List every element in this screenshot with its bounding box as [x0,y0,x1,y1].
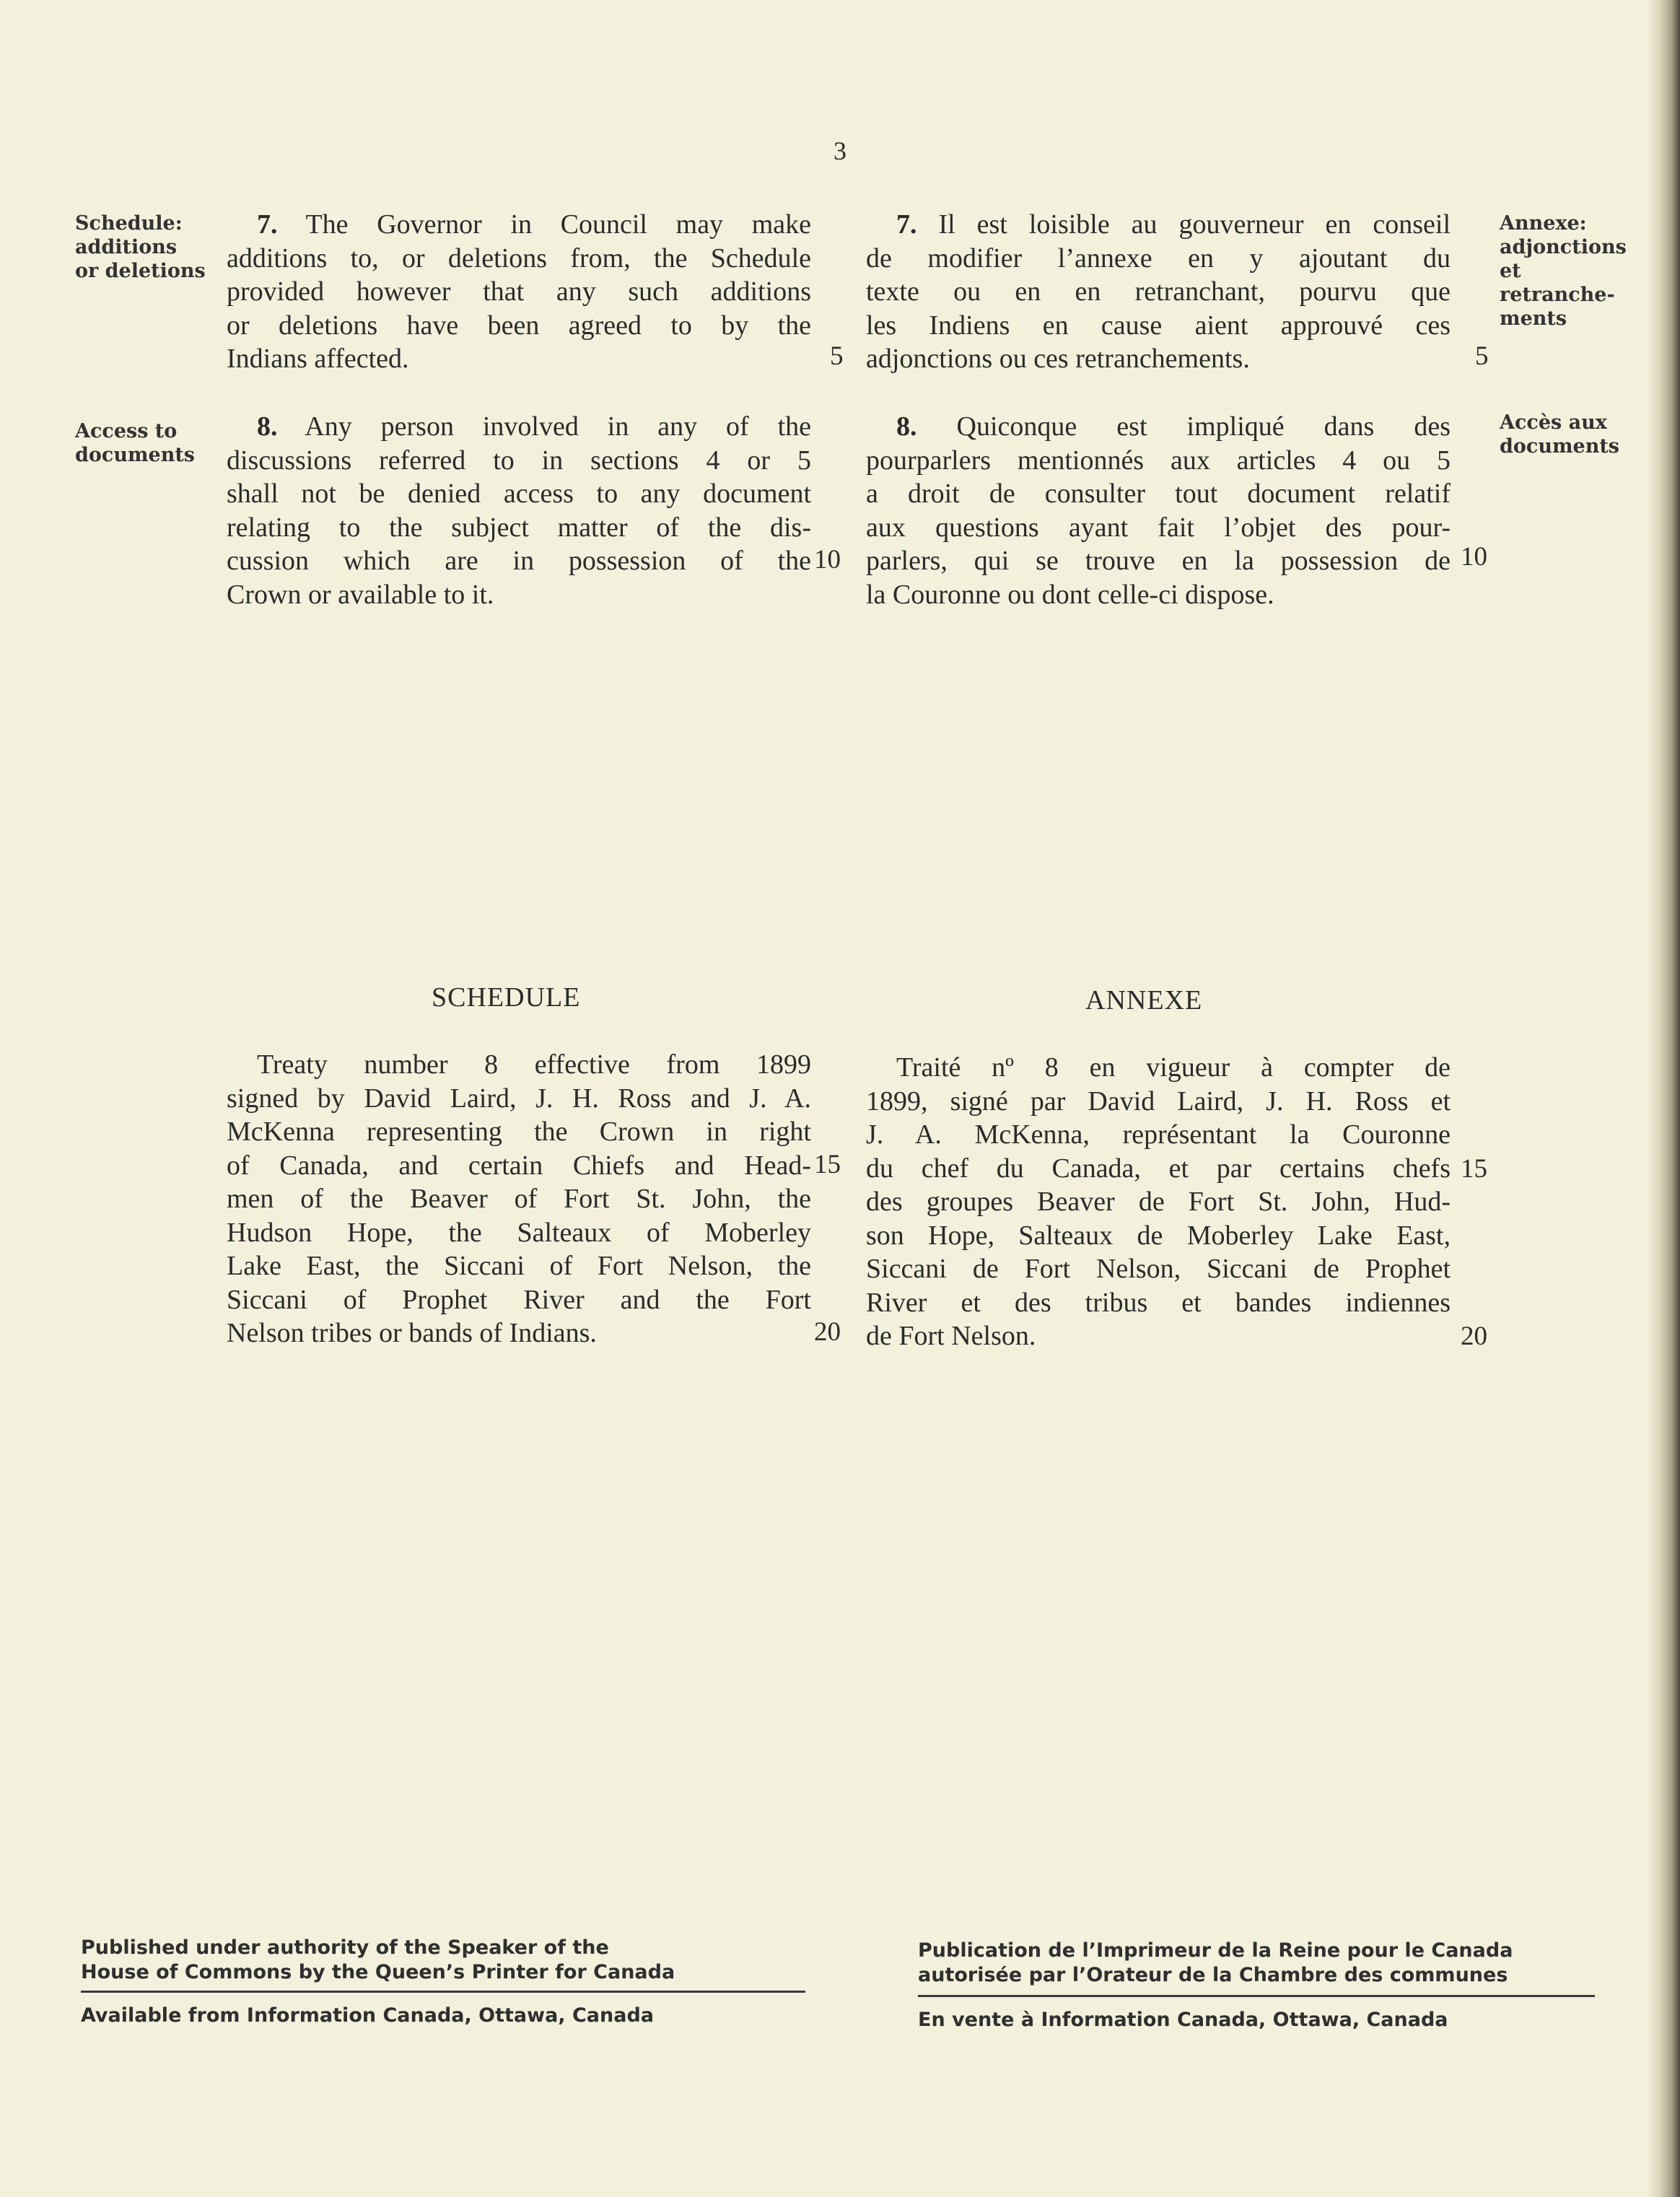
paragraph-line: Siccani of Prophet River and the Fort [227,1284,811,1315]
line-number: 15 [1461,1154,1487,1184]
margin-note-line: adjonctions [1500,235,1627,258]
margin-note-line: et [1500,259,1521,282]
margin-note-line: Access to [75,420,178,442]
paragraph-line: a droit de consulter tout document relatif [866,479,1451,509]
paragraph-line: Siccani de Fort Nelson, Siccani de Prophet [866,1254,1451,1284]
schedule-heading-fr: ANNEXE [1085,985,1203,1015]
paragraph-line: texte ou en en retranchant, pourvu que [866,276,1451,307]
margin-note-line: Schedule: [75,212,183,235]
line-number: 10 [1461,542,1487,572]
paragraph-line: J. A. McKenna, représentant la Couronne [866,1119,1451,1150]
paragraph-line: McKenna representing the Crown in right [227,1117,811,1147]
paragraph-line: de modifier l’annexe en y ajoutant du [866,243,1451,274]
line-number: 20 [1461,1322,1487,1351]
paragraph-line: pourparlers mentionnés aux articles 4 ou 5 [866,445,1451,476]
paragraph-line: Treaty number 8 effective from 1899 [257,1049,811,1080]
paragraph-line: 8. Any person involved in any of the [257,411,811,442]
section-7-en [227,208,811,376]
margin-note-line: Annexe: [1500,212,1587,235]
footer-line: Published under authority of the Speaker of the [81,1936,609,1959]
paragraph-line: additions to, or deletions from, the Schedule [227,243,811,274]
margin-note-schedule-en [75,212,206,284]
line-number: 10 [814,545,841,575]
margin-note-acces-fr [1500,411,1619,459]
paragraph-line: relating to the subject matter of the dis- [227,512,811,543]
paragraph-line: 1899, signé par David Laird, J. H. Ross et [866,1086,1451,1117]
margin-note-line: documents [75,443,196,466]
page-edge-shadow [1647,0,1680,2197]
paragraph-line: 8. Quiconque est impliqué dans des [896,411,1451,442]
footer-line: autorisée par l’Orateur de la Chambre des communes [918,1963,1508,1986]
paragraph-line: Lake East, the Siccani of Fort Nelson, the [227,1251,811,1281]
footer-rule-en [81,1991,805,1993]
paragraph-line: Traité nº 8 en vigueur à compter de [896,1052,1451,1083]
paragraph-line: cussion which are in possession of the [227,546,811,576]
margin-note-line: additions [75,235,178,258]
margin-note-line: Accès aux [1500,411,1607,434]
paragraph-line: la Couronne ou dont celle-ci dispose. [866,579,1274,610]
section-number: 8. [896,411,917,442]
paragraph-line: 7. The Governor in Council may make [257,209,811,240]
margin-note-access-en [75,420,195,468]
paragraph-line: de Fort Nelson. [866,1321,1036,1351]
footer-rule-fr [918,1995,1595,1997]
footer-publisher-en [81,1936,675,1985]
section-number: 8. [257,411,278,442]
footer-publisher-fr [918,1939,1513,1988]
section-number: 7. [257,209,278,240]
paragraph-line: of Canada, and certain Chiefs and Head- [227,1150,811,1181]
line-number: 5 [1475,341,1489,371]
schedule-text-fr [866,1051,1451,1353]
paragraph-line: Crown or available to it. [227,579,494,610]
paragraph-line: Nelson tribes or bands of Indians. [227,1318,597,1348]
section-8-fr [866,410,1451,611]
paragraph-line: son Hope, Salteaux de Moberley Lake East, [866,1220,1451,1251]
paragraph-line: du chef du Canada, et par certains chefs [866,1153,1451,1184]
paragraph-line: River et des tribus et bandes indiennes [866,1287,1451,1318]
paragraph-line: shall not be denied access to any document [227,479,811,509]
margin-note-annexe-fr [1500,212,1627,331]
line-number: 5 [830,341,844,371]
footer-available-en: Available from Information Canada, Ottawa, Canada [81,2004,654,2027]
paragraph-line: 7. Il est loisible au gouverneur en conseil [896,209,1451,240]
paragraph-line: Hudson Hope, the Salteaux of Moberley [227,1217,811,1248]
footer-line: House of Commons by the Queen’s Printer for Canada [81,1960,675,1983]
section-number: 7. [896,209,917,240]
margin-note-line: ments [1500,307,1567,330]
paragraph-line: Indians affected. [227,344,409,374]
section-7-fr [866,208,1451,376]
margin-note-line: or deletions [75,259,206,282]
paragraph-line: provided however that any such additions [227,276,811,307]
paragraph-line: les Indiens en cause aient approuvé ces [866,310,1451,341]
schedule-heading-en: SCHEDULE [432,982,581,1013]
margin-note-line: documents [1500,434,1620,458]
paragraph-line: des groupes Beaver de Fort St. John, Hud- [866,1187,1451,1217]
paragraph-line: aux questions ayant fait l’objet des pour- [866,512,1451,543]
page-number: 3 [834,136,846,165]
line-number: 15 [814,1150,841,1179]
footer-line: Publication de l’Imprimeur de la Reine pour le Canada [918,1939,1513,1962]
paragraph-line: parlers, qui se trouve en la possession de [866,546,1451,576]
paragraph-line: signed by David Laird, J. H. Ross and J. A. [227,1083,811,1114]
paragraph-line: men of the Beaver of Fort St. John, the [227,1184,811,1214]
footer-available-fr: En vente à Information Canada, Ottawa, Canada [918,2009,1448,2031]
line-number: 20 [814,1317,841,1347]
section-8-en [227,410,811,611]
schedule-text-en [227,1048,811,1350]
paragraph-line: or deletions have been agreed to by the [227,310,811,341]
paragraph-line: adjonctions ou ces retranchements. [866,344,1250,374]
margin-note-line: retranche- [1500,283,1615,306]
paragraph-line: discussions referred to in sections 4 or 5 [227,445,811,476]
